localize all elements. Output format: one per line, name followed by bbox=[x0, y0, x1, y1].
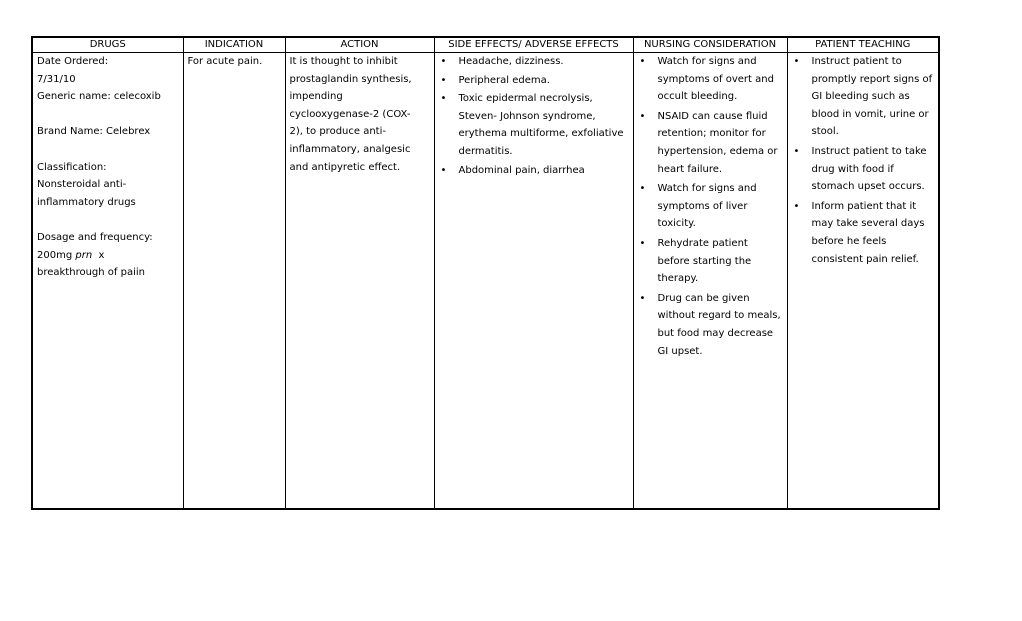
header-nursing-consideration: NURSING CONSIDERATION bbox=[633, 37, 787, 53]
indication-text: For acute pain. bbox=[187, 56, 263, 67]
nursing-list bbox=[638, 53, 783, 360]
teaching-item: • Instruct patient to take drug with food if stomach upset occurs. bbox=[792, 143, 935, 196]
side-effect-item: • Toxic epidermal necrolysis, Steven- Johnson syndrome, erythema multiforme, exfoliative dermatitis. bbox=[439, 90, 629, 160]
header-row bbox=[32, 37, 939, 53]
action-text: It is thought to inhibit prostaglandin synthesis, impending cyclooxygenase-2 (COX-2), to produce anti-inflammatory, analgesic and antipyretic effect. bbox=[289, 56, 412, 173]
header-patient-teaching: PATIENT TEACHING bbox=[787, 37, 939, 53]
nursing-item: • Watch for signs and symptoms of overt and occult bleeding. bbox=[638, 53, 783, 106]
date-ordered-label: Date Ordered: bbox=[37, 56, 109, 67]
classification-line-1: Nonsteroidal anti- bbox=[37, 179, 127, 191]
drugs-cell bbox=[32, 53, 183, 510]
side-effect-item: • Peripheral edema. bbox=[439, 72, 629, 90]
side-effects-list bbox=[439, 53, 629, 179]
teaching-item: • Inform patient that it may take several days before he feels consistent pain relief. bbox=[792, 198, 935, 268]
nursing-cell bbox=[633, 53, 787, 510]
nursing-item: • Watch for signs and symptoms of liver toxicity. bbox=[638, 180, 783, 233]
action-cell bbox=[285, 53, 434, 510]
teaching-item: • Instruct patient to promptly report signs of GI bleeding such as blood in vomit, urine or stool. bbox=[792, 53, 935, 141]
header-action: ACTION bbox=[285, 37, 434, 53]
side-effect-item: • Headache, dizziness. bbox=[439, 53, 629, 71]
drug-study-table bbox=[31, 36, 940, 510]
date-ordered-value: 7/31/10 bbox=[37, 73, 76, 85]
teaching-cell bbox=[787, 53, 939, 510]
header-drugs: DRUGS bbox=[32, 37, 183, 53]
generic-name: Generic name: celecoxib bbox=[37, 91, 161, 103]
side-effect-item: • Abdominal pain, diarrhea bbox=[439, 162, 629, 180]
brand-name: Brand Name: Celebrex bbox=[37, 126, 151, 138]
dosage-label: Dosage and frequency: bbox=[37, 231, 153, 243]
teaching-list bbox=[792, 53, 935, 268]
classification-line-2: inflammatory drugs bbox=[37, 196, 136, 208]
dosage-reason: breakthrough of paiin bbox=[37, 267, 145, 279]
dosage-x: x bbox=[92, 249, 105, 261]
nursing-item: • Rehydrate patient before starting the therapy. bbox=[638, 235, 783, 288]
dosage-line bbox=[37, 247, 179, 265]
side-effects-cell bbox=[434, 53, 633, 510]
header-indication: INDICATION bbox=[183, 37, 285, 53]
classification-label: Classification: bbox=[37, 161, 107, 173]
drug-row bbox=[32, 53, 939, 510]
nursing-item: • NSAID can cause fluid retention; monitor for hypertension, edema or heart failure. bbox=[638, 108, 783, 178]
nursing-item: • Drug can be given without regard to meals, but food may decrease GI upset. bbox=[638, 290, 783, 360]
dosage-prn: prn bbox=[75, 249, 93, 261]
dosage-amount: 200mg bbox=[37, 249, 76, 261]
indication-cell bbox=[183, 53, 285, 510]
header-side-effects: SIDE EFFECTS/ ADVERSE EFFECTS bbox=[434, 37, 633, 53]
